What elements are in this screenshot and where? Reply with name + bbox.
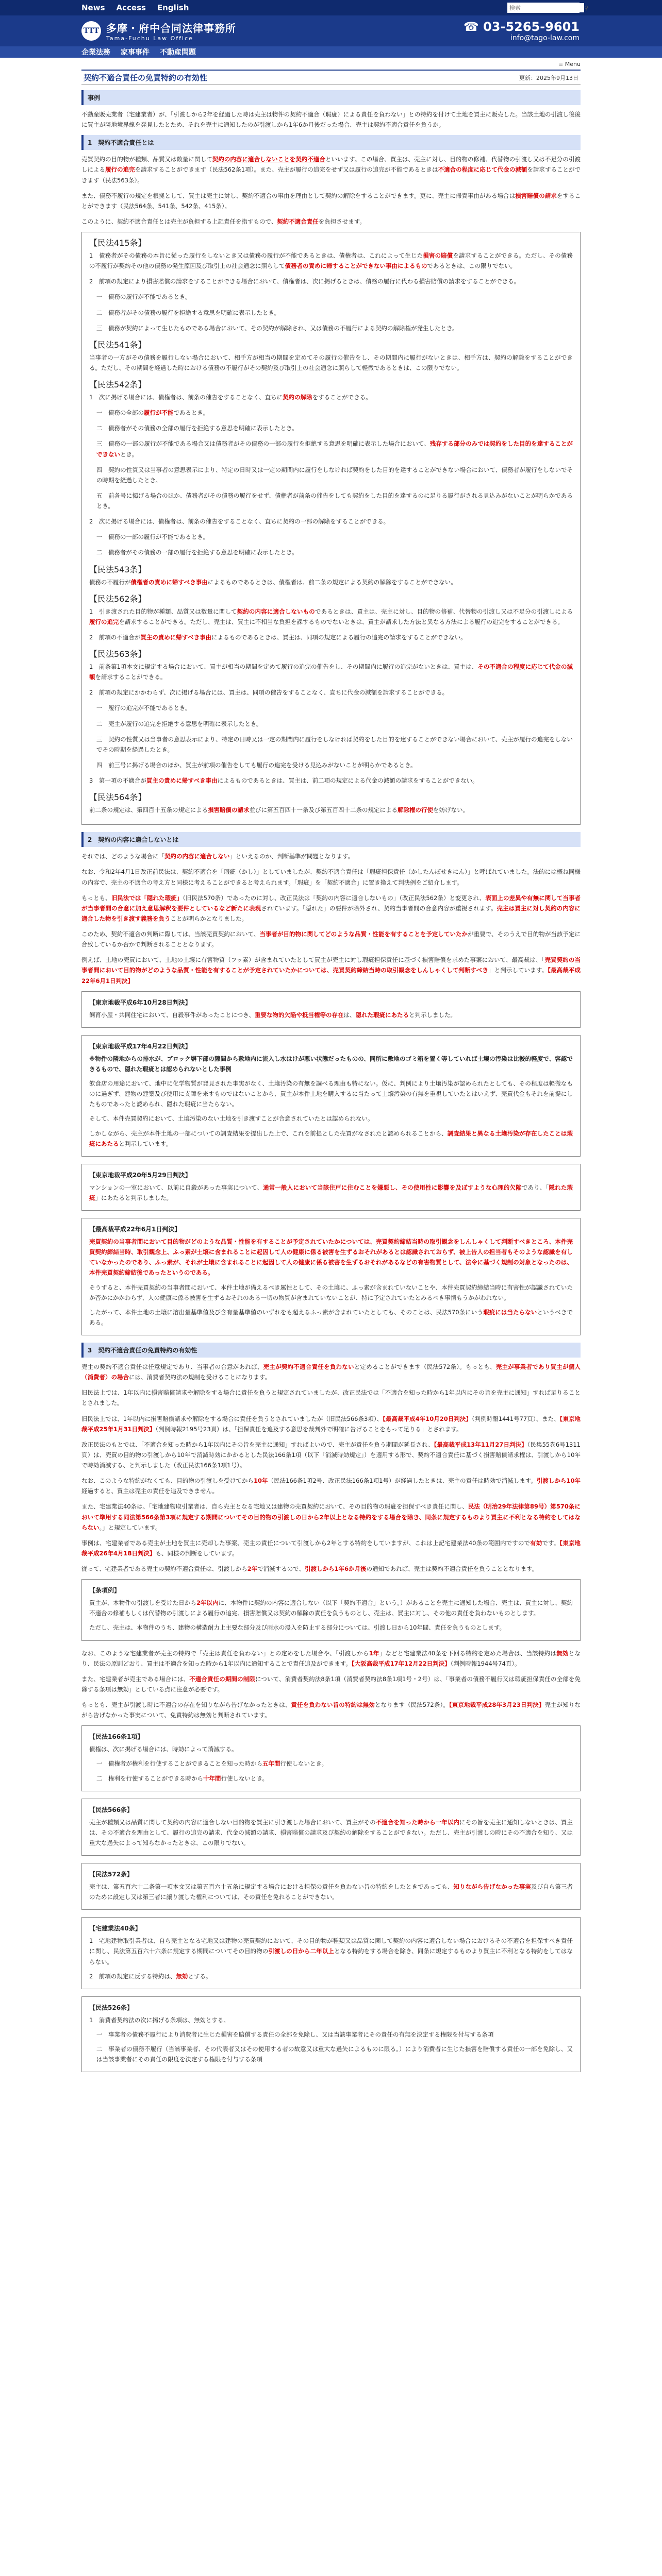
category-family[interactable]: 家事事件 <box>121 48 150 57</box>
clause-example-box: 【条項例】 買主が、本物件の引渡しを受けた日から2年以内に、本物件に契約の内容に適合しない（以下「契約不適合」という。）があることを売主に通知した場合、売主は、買主に対し、契約不適合の修補もしくは代替物の引渡しによる履行の追完、損害賠償又は契約の解除の責任を負うものとし、売主は、買主に対し、その他の責任を負わないものとします。 ただし、売主は、本物件のうち、建物の構造耐力上主要な部分及び雨水の浸入を防止する部分については、引渡し日から10年間、責任を負うものとします。 <box>81 1579 581 1640</box>
email-address[interactable]: info@tago-law.com <box>510 34 580 42</box>
statute-title: 【民法564条】 <box>89 792 146 803</box>
category-corporate[interactable]: 企業法務 <box>81 48 110 57</box>
title-bar <box>81 70 581 85</box>
top-nav <box>81 3 189 12</box>
statute-box: 【民法415条】 1 債務者がその債務の本旨に従った履行をしないとき又は債務の履行が不能であるときは、債権者は、これによって生じた損害の賠償を請求することができる。ただし、その債務の不履行が契約その他の債務の発生原因及び取引上の社会通念に照らして債務者の責めに帰することができない事由によるものであるときは、この限りでない。 2 前項の規定により損害賠償の請求をすることができる場合において、債権者は、次に掲げるときは、債務の履行に代わる損害賠償の請求をすることができる。 一 債務の履行が不能であるとき。 二 債務者がその債務の履行を拒絶する意思を明確に表示したとき。 三 債務が契約によって生じたものである場合において、その契約が解除され、又は債務の不履行による契約の解除権が発生したとき。 【民法541条】 当事者の一方がその債務を履行しない場合において、相手方が相当の期間を定めてその履行の催告をし、その期間内に履行がないときは、相手方は、契約の解除をすることができる。ただし、その期間を経過した時における債務の不履行がその契約及び取引上の社会通念に照らして軽微であるときは、この限りでない。 【民法542条】 1 次に掲げる場合には、債権者は、前条の催告をすることなく、直ちに契約の解除をすることができる。 一 債務の全部の履行が不能であるとき。 二 債務者がその債務の全部の履行を拒絶する意思を明確に表示したとき。 三 債務の一部の履行が不能である場合又は債務者がその債務の一部の履行を拒絶する意思を明確に表示した場合において、残存する部分のみでは契約をした目的を達することができないとき。 四 契約の性質又は当事者の意思表示により、特定の日時又は一定の期間内に履行をしなければ契約をした目的を達することができない場合において、債務者が履行をしないでその時期を経過したとき。 五 前各号に掲げる場合のほか、債務者がその債務の履行をせず、債権者が前条の催告をしても契約をした目的を達するのに足りる履行がされる見込みがないことが明らかであるとき。 2 次に掲げる場合には、債権者は、前条の催告をすることなく、直ちに契約の一部の解除をすることができる。 一 債務の一部の履行が不能であるとき。 二 債務者がその債務の一部の履行を拒絶する意思を明確に表示したとき。 【民法543条】 債務の不履行が債権者の責めに帰すべき事由によるものであるときは、債権者は、前二条の規定による契約の解除をすることができない。 【民法562条】 1 引き渡された目的物が種類、品質又は数量に関して契約の内容に適合しないものであるときは、買主は、売主に対し、目的物の修補、代替物の引渡し又は不足分の引渡しによる履行の追完を請求することができる。ただし、売主は、買主に不相当な負担を課するものでないときは、買主が請求した方法と異なる方法による履行の追完をすることができる。 2 前項の不適合が買主の責めに帰すべき事由によるものであるときは、買主は、同項の規定による履行の追完の請求をすることができない。 【民法563条】 1 前条第1項本文に規定する場合において、買主が相当の期間を定めて履行の追完の催告をし、その期間内に履行の追完がないときは、買主は、その不適合の程度に応じて代金の減額を請求することができる。 2 前項の規定にかかわらず、次に掲げる場合には、買主は、同項の催告をすることなく、直ちに代金の減額を請求することができる。 一 履行の追完が不能であるとき。 二 売主が履行の追完を拒絶する意思を明確に表示したとき。 三 契約の性質又は当事者の意思表示により、特定の日時又は一定の期間内に履行をしなければ契約をした目的を達することができない場合において、売主が履行の追完をしないでその時期を経過したとき。 四 前三号に掲げる場合のほか、買主が前項の催告をしても履行の追完を受ける見込みがないことが明らかであるとき。 3 第一項の不適合が買主の責めに帰すべき事由によるものであるときは、買主は、前二項の規定による代金の減額の請求をすることができない。 【民法564条】 前二条の規定は、第四百十五条の規定による損害賠償の請求並びに第五百四十一条及び第五百四十二条の規定による解除権の行使を妨げない。 <box>81 232 581 825</box>
page-title: 契約不適合責任の免責特約の有効性 <box>84 73 208 82</box>
firm-name: 多摩・府中合同法律事務所 <box>106 22 236 35</box>
statute-title: 【民法542条】 <box>89 380 146 389</box>
section-heading-2: 2 契約の内容に適合しないとは <box>81 832 581 847</box>
menu-button[interactable]: ≡ Menu <box>558 61 581 67</box>
nav-news[interactable]: News <box>81 3 105 12</box>
search-box <box>507 3 589 13</box>
logo-mark-icon: TTT <box>81 21 101 41</box>
paragraph: このように、契約不適合責任とは売主が負担する上記責任を指すもので、契約不適合責任を負担させます。 <box>81 217 366 225</box>
statute-box: 【民法526条】 1 消費者契約法の次に掲げる条項は、無効とする。 一 事業者の債務不履行により消費者に生じた損害を賠償する責任の全部を免除し、又は当該事業者にその責任の有無を決定する権限を付与する条項 二 事業者の債務不履行（当該事業者、その代表者又はその使用する者の故意又は重大な過失によるものに限る。）により消費者に生じた損害を賠償する責任の一部を免除し、又は当該事業者にその責任の限度を決定する権限を付与する条項 <box>81 1996 581 2073</box>
search-input[interactable] <box>509 3 584 12</box>
phone-number[interactable]: ☎ 03-5265-9601 <box>463 20 580 34</box>
top-bar <box>0 0 662 15</box>
section-heading-case: 事例 <box>81 90 581 105</box>
search-icon[interactable]: ⚲ <box>584 4 589 11</box>
paragraph: また、債務不履行の規定を根拠として、買主は売主に対し、契約不適合の事由を理由として契約の解除をすることができます。更に、売主に帰責事由がある場合は損害賠償の請求をすることができます（民法564条、541条、542条、415条）。 <box>81 192 581 210</box>
statute-title: 【民法563条】 <box>89 649 146 659</box>
statute-title: 【民法415条】 <box>89 238 146 248</box>
statute-title: 【民法541条】 <box>89 340 146 350</box>
firm-subname: Tama-Fuchu Law Office <box>106 35 193 42</box>
case-box: 【東京地裁平成17年4月22日判決】 ※物件の隣地からの排水が、ブロック塀下部の隙間から敷地内に流入し水はけが悪い状態だったものの、同所に敷地のゴミ箱を置く等していれば土壌の汚染は比較的軽度で、容認できるもので、隠れた瑕疵とは認められないとした事例 飲食店の用途において、地中に化学物質が発見された事実がなく、土壌汚染の有無を調べる理由も特にない。仮に、判例により土壌汚染が認められたとしても、その程度は軽微なものに過ぎず、建物の建築及び使用に支障を来すものではないことから、買主が本件土地を購入するに当たって土壌汚染の有無を重視していたとはいえず、売買代金もそれを前提にしたものであったと認められ、隠れた瑕疵に当たらない。 そして、本件売買契約において、土壌汚染のない土地を引き渡すことが合意されていたとは認められない。 しかしながら、売主が本件土地の一部についての調査結果を提出した上で、これを前提とした売買がなされたと認められることから、調査結果と異なる土壌汚染が存在したことは瑕疵にあたると判示しています。 <box>81 1035 581 1157</box>
main-content: ≡ Menu 契約不適合責任の免責特約の有効性 更新：2025年9月13日 事例 不動産販売業者（宅建業者）が、「引渡しから2年を経過した時は売主は物件の契約不適合（瑕疵）による責任を負わない」との特約を付けて土地を買主に販売した。当該土地の引渡し後後に買主が隣地境界線を発見したとため、それを売主に通知したのが引渡しから1年6か月後だった場合、売主は契約不適合責任を負うか。 1 契約不適合責任とは 売買契約の目的物が種類、品質又は数量に関して契約の内容に適合しないことを契約不適合といいます。この場合、買主は、売主に対し、目的物の修補、代替物の引渡し又は不足分の引渡しによる履行の追完を請求することができます（民法562条1項）。また、売主が履行の追完をせず又は履行の追完が不能であるときは不適合の程度に応じて代金の減額を請求することができます（民法563条）。 また、債務不履行の規定を根拠として、買主は売主に対し、契約不適合の事由を理由として契約の解除をすることができます。更に、売主に帰責事由がある場合は損害賠償の請求をすることができます（民法564条、541条、542条、415条）。 このように、契約不適合責任とは売主が負担する上記責任を指すもので、契約不適合責任を負担させます。 【民法415条】 1 債務者がその債務の本旨に従った履行をしないとき又は債務の履行が不能であるときは、債権者は、これによって生じた損害の賠償を請求することができる。ただし、その債務の不履行が契約その他の債務の発生原因及び取引上の社会通念に照らして債務者の責めに帰することができない事由によるものであるときは、この限りでない。 2 前項の規定により損害賠償の請求をすることができる場合において、債権者は、次に掲げるときは、債務の履行に代わる損害賠償の請求をすることができる。 一 債務の履行が不能であるとき。 二 債務者がその債務の履行を拒絶する意思を明確に表示したとき。 三 債務が契約によって生じたものである場合において、その契約が解除され、又は債務の不履行による契約の解除権が発生したとき。 【民法541条】 当事者の一方がその債務を履行しない場合において、相手方が相当の期間を定めてその履行の催告をし、その期間内に履行がないときは、相手方は、契約の解除をすることができる。ただし、その期間を経過した時における債務の不履行がその契約及び取引上の社会通念に照らして軽微であるときは、この限りでない。 【民法542条】 1 次に掲げる場合には、債権者は、前条の催告をすることなく、直ちに契約の解除をすることができる。 一 債務の全部の履行が不能であるとき。 二 債務者がその債務の全部の履行を拒絶する意思を明確に表示したとき。 三 債務の一部の履行が不能である場合又は債務者がその債務の一部の履行を拒絶する意思を明確に表示した場合において、残存する部分のみでは契約をした目的を達することができないとき。 四 契約の性質又は当事者の意思表示により、特定の日時又は一定の期間内に履行をしなければ契約をした目的を達することができない場合において、債務者が履行をしないでその時期を経過したとき。 五 前各号に掲げる場合のほか、債務者がその債務の履行をせず、債権者が前条の催告をしても契約をした目的を達するのに足りる履行がされる見込みがないことが明らかであるとき。 2 次に掲げる場合には、債権者は、前条の催告をすることなく、直ちに契約の一部の解除をすることができる。 一 債務の一部の履行が不能であるとき。 二 債務者がその債務の一部の履行を拒絶する意思を明確に表示したとき。 【民法543条】 債務の不履行が債権者の責めに帰すべき事由によるものであるときは、債権者は、前二条の規定による契約の解除をすることができない。 【民法562条】 1 引き渡された目的物が種類、品質又は数量に関して契約の内容に適合しないものであるときは、買主は、売主に対し、目的物の修補、代替物の引渡し又は不足分の引渡しによる履行の追完を請求することができる。ただし、売主は、買主に不相当な負担を課するものでないときは、買主が請求した方法と異なる方法による履行の追完をすることができる。 2 前項の不適合が買主の責めに帰すべき事由によるものであるときは、買主は、同項の規定による履行の追完の請求をすることができない。 【民法563条】 1 前条第1項本文に規定する場合において、買主が相当の期間を定めて履行の追完の催告をし、その期間内に履行の追完がないときは、買主は、その不適合の程度に応じて代金の減額を請求することができる。 2 前項の規定にかかわらず、次に掲げる場合には、買主は、同項の催告をすることなく、直ちに代金の減額を請求することができる。 一 履行の追完が不能であるとき。 二 売主が履行の追完を拒絶する意思を明確に表示したとき。 三 契約の性質又は当事者の意思表示により、特定の日時又は一定の期間内に履行をしなければ契約をした目的を達することができない場合において、売主が履行の追完をしないでその時期を経過したとき。 四 前三号に掲げる場合のほか、買主が前項の催告をしても履行の追完を受ける見込みがないことが明らかであるとき。 3 第一項の不適合が買主の責めに帰すべき事由によるものであるときは、買主は、前二項の規定による代金の減額の請求をすることができない。 【民法564条】 前二条の規定は、第四百十五条の規定による損害賠償の請求並びに第五百四十一条及び第五百四十二条の規定による解除権の行使を妨げない。 2 契約の内容に適合しないとは それでは、どのような場合に「契約の内容に適合しない」といえるのか、判断基準が問題となります。 なお、令和2年4月1日改正前民法は、契約不適合を「瑕疵（かし）」としていましたが、契約不適合責任は「瑕疵担保責任（かしたんぽせきにん）」と呼ばれていました。法的には概ね同様の内容で、売主の不適合の考え方と同様に考えることができると考えられます。「瑕疵」を「契約不適合」に置き換えて判決例をご紹介します。 もっとも、旧民法では「隠れた瑕疵」（旧民法570条）であったのに対し、改正民法は「契約の内容に適合しないもの」（改正民法562条）と変更され、表面上の差異や有無に関して当事者が当事者間の合意に加え意思解釈を要件としているなど新たに表現されています。「隠れた」の要件が除外され、契約当事者間の合意内容が重視されます。売主は買主に対し契約の内容に適合した物を引き渡す義務を負うことが明らかとなりました。 このため、契約不適合の判断に際しては、当該売買契約において、当事者が目的物に関してどのような品質・性能を有することを予定していたかが重要で、そのうえで目的物が当該予定に合致しているか否かで判断されることとなります。 例えば、土地の売買において、土地の土壌に有害物質（フッ素）が含まれていたとして買主が売主に対し瑕疵担保責任に基づく損害賠償を求めた事案において、最高裁は、「売買契約の当事者間において目的物がどのような品質・性能を有することが予定されていたかについては、売買契約締結当時の取引観念をしんしゃくして判断すべき」と判示しています。【最高裁平成22年6月1日判決】 【東京地裁平成6年10月28日判決】 飼育小屋・共同住宅において、自殺事件があったことにつき、重要な物的欠陥や抵当権等の存在は、隠れた瑕疵にあたると判示しました。 【東京地裁平成17年4月22日判決】 ※物件の隣地からの排水が、ブロック塀下部の隙間から敷地内に流入し水はけが悪い状態だったものの、同所に敷地のゴミ箱を置く等していれば土壌の汚染は比較的軽度で、容認できるもので、隠れた瑕疵とは認められないとした事例 飲食店の用途において、地中に化学物質が発見された事実がなく、土壌汚染の有無を調べる理由も特にない。仮に、判例により土壌汚染が認められたとしても、その程度は軽微なものに過ぎず、建物の建築及び使用に支障を来すものではないことから、買主が本件土地を購入するに当たって土壌汚染の有無を重視していたとはいえず、売買代金もそれを前提にしたものであったと認められ、隠れた瑕疵に当たらない。 そして、本件売買契約において、土壌汚染のない土地を引き渡すことが合意されていたとは認められない。 しかしながら、売主が本件土地の一部についての調査結果を提出した上で、これを前提とした売買がなされたと認められることから、調査結果と異なる土壌汚染が存在したことは瑕疵にあたると判示しています。 【東京地裁平成20年5月29日判決】 マンションの一室において、以前に自殺があった事実について、通常一般人において当該住戸に住むことを嫌悪し、その使用性に影響を及ぼすような心理的欠陥であり、「隠れた瑕疵」にあたると判示しました。 【最高裁平成22年6月1日判決】 売買契約の当事者間において目的物がどのような品質・性能を有することが予定されていたかについては、売買契約締結当時の取引観念をしんしゃくして判断すべきところ、本件売買契約締結当時、取引観念上、ふっ素が土壌に含まれることに起因して人の健康に係る被害を生ずるおそれがあるとは認識されておらず、被上告人の担当者もそのような認識を有していなかったのであり、ふっ素が、それが土壌に含まれることに起因して人の健康に係る被害を生ずるおそれがあるなどの有害物質として、法令に基づく規制の対象となったのは、本件売買契約締結後であったというのである。 そうすると、本件売買契約の当事者間において、本件土地が備えるべき属性として、その土壌に、ふっ素が含まれていないことや、本件売買契約締結当時に有害性が認識されていたか否かにかかわらず、人の健康に係る被害を生ずるおそれのある一切の物質が含まれていないことが、特に予定されていたとみるべき事情もうかがわれない。 したがって、本件土地の土壌に溶出量基準値及び含有量基準値のいずれをも超えるふっ素が含まれていたとしても、そのことは、民法570条にいう瑕疵には当たらないというべきである。 3 契約不適合責任の免責特約の有効性 売主の契約不適合責任は任意規定であり、当事者の合意があれば、売主が契約不適合責任を負わないと定めることができます（民法572条）。もっとも、売主が事業者であり買主が個人（消費者）の場合には、消費者契約法の規制を受けることになります。 旧民法上では、1年以内に損害賠償請求や解除をする場合に責任を負うと規定されていましたが、改正民法では「不適合を知った時から1年以内にその旨を売主に通知」すれば足りることとされました。 旧民法上では、1年以内に損害賠償請求や解除をする場合に責任を負うとされていましたが（旧民法566条3項）、【最高裁平成4年10月20日判決】（判例時報1441号77頁）、また、【東京地裁平成25年1月31日判決】（判例時報2195号23頁）は、「担保責任を追及する意思を裁判外で明確に告げることをもって足りる」とされます。 改正民法のもとでは、「不適合を知った時から1年以内にその旨を売主に通知」すればよいので、売主が責任を負う期間が延長され、【最高裁平成13年11月27日判決】（民集55巻6号1311頁）は、売買の目的物の引渡しから10年で消滅時効にかかるとした民法166条1項（以下「消滅時効規定」）を適用する形で、契約不適合責任に基づく損害賠償請求権は、引渡しから10年で時効消滅する、と判示しました（改正民法166条1項1号）。 なお、このような特約がなくても、目的物の引渡しを受けてから10年（民法166条1項2号、改正民法166条1項1号）が経過したときは、売主の責任は時効で消滅します。引渡しから10年経過すると、買主は売主の責任を追及できません。 また、宅建業法40条は、「宅地建物取引業者は、自ら売主となる宅地又は建物の売買契約において、その目的物の瑕疵を担保すべき責任に関し、民法（明治29年法律第89号）第570条において準用する同法第566条第3項に規定する期間についてその目的物の引渡しの日から2年以上となる特約をする場合を除き、同条に規定するものより買主に不利となる特約をしてはならない。」と規定しています。 事例は、宅建業者である売主が土地を買主に売却した事案、売主の責任について引渡しから2年とする特約をしていますが、これは上記宅建業法40条の範囲内ですので有効です。【東京地裁平成26年4月18日判決】も、同様の判断をしています。 従って、宅建業者である売主の契約不適合責任は、引渡しから2年で消滅するので、引渡しから1年6か月後の通知であれば、売主は契約不適合責任を負うこととなります。 【条項例】 買主が、本物件の引渡しを受けた日から2年以内に、本物件に契約の内容に適合しない（以下「契約不適合」という。）があることを売主に通知した場合、売主は、買主に対し、契約不適合の修補もしくは代替物の引渡しによる履行の追完、損害賠償又は契約の解除の責任を負うものとし、売主は、買主に対し、その他の責任を負わないものとします。 ただし、売主は、本物件のうち、建物の構造耐力上主要な部分及び雨水の浸入を防止する部分については、引渡し日から10年間、責任を負うものとします。 なお、このような宅建業者が売主の特約で「売主は責任を負わない」との定めをした場合や、「引渡しから1年」などと宅建業法40条を下回る特約を定めた場合は、当該特約は無効となり、民法の原則どおり、買主は不適合を知った時から1年以内に通知することで責任追及ができます。【大阪高裁平成17年12月22日判決】（判例時報1944号74頁）。 また、宅建業者が売主である場合には、不適合責任の期間の制限について、消費者契約法8条1項（消費者契約法8条1項1号・2号）は、「事業者の債務不履行又は瑕疵担保責任の全部を免除する条項は無効」としている点に注意が必要です。 もっとも、売主が引渡し時に不適合の存在を知りながら告げなかったときは、責任を負わない旨の特約は無効となります（民法572条）。【東京地裁平成28年3月23日判決】売主が知りながら告げなかった事実について、免責特約は無効と判断されています。 【民法166条1項】 債権は、次に掲げる場合には、時効によって消滅する。 一 債権者が権利を行使することができることを知った時から五年間行使しないとき。 二 権利を行使することができる時から十年間行使しないとき。 【民法566条】 売主が種類又は品質に関して契約の内容に適合しない目的物を買主に引き渡した場合において、買主がその不適合を知った時から一年以内にその旨を売主に通知しないときは、買主は、その不適合を理由として、履行の追完の請求、代金の減額の請求、損害賠償の請求及び契約の解除をすることができない。ただし、売主が引渡しの時にその不適合を知り、又は重大な過失によって知らなかったときは、この限りでない。 【民法572条】 売主は、第五百六十二条第一項本文又は第五百六十五条に規定する場合における担保の責任を負わない旨の特約をしたときであっても、知りながら告げなかった事実及び自ら第三者のために設定し又は第三者に譲り渡した権利については、その責任を免れることができない。 【宅建業法40条】 1 宅地建物取引業者は、自ら売主となる宅地又は建物の売買契約において、その目的物が種類又は品質に関して契約の内容に適合しない場合におけるその不適合を担保すべき責任に関し、民法第五百六十六条に規定する期間についてその目的物の引渡しの日から二年以上となる特約をする場合を除き、同条に規定するものより買主に不利となる特約をしてはならない。 2 前項の規定に反する特約は、無効とする。 【民法526条】 1 消費者契約法の次に掲げる条項は、無効とする。 一 事業者の債務不履行により消費者に生じた損害を賠償する責任の全部を免除し、又は当該事業者にその責任の有無を決定する権限を付与する条項 二 事業者の債務不履行（当該事業者、その代表者又はその使用する者の故意又は重大な過失によるものに限る。）により消費者に生じた損害を賠償する責任の一部を免除し、又は当該事業者にその責任の限度を決定する権限を付与する条項 <box>81 58 581 2072</box>
nav-access[interactable]: Access <box>116 3 146 12</box>
nav-english[interactable]: English <box>157 3 189 12</box>
statute-box: 【宅建業法40条】 1 宅地建物取引業者は、自ら売主となる宅地又は建物の売買契約において、その目的物が種類又は品質に関して契約の内容に適合しない場合におけるその不適合を担保すべき責任に関し、民法第五百六十六条に規定する期間についてその目的物の引渡しの日から二年以上となる特約をする場合を除き、同条に規定するものより買主に不利となる特約をしてはならない。 2 前項の規定に反する特約は、無効とする。 <box>81 1917 581 1989</box>
case-box: 【東京地裁平成20年5月29日判決】 マンションの一室において、以前に自殺があった事実について、通常一般人において当該住戸に住むことを嫌悪し、その使用性に影響を及ぼすような心理的欠陥であり、「隠れた瑕疵」にあたると判示しました。 <box>81 1164 581 1211</box>
logo[interactable] <box>81 20 236 42</box>
statute-box: 【民法166条1項】 債権は、次に掲げる場合には、時効によって消滅する。 一 債権者が権利を行使することができることを知った時から五年間行使しないとき。 二 権利を行使することができる時から十年間行使しないとき。 <box>81 1725 581 1791</box>
case-box: 【東京地裁平成6年10月28日判決】 飼育小屋・共同住宅において、自殺事件があったことにつき、重要な物的欠陥や抵当権等の存在は、隠れた瑕疵にあたると判示しました。 <box>81 991 581 1028</box>
statute-box: 【民法566条】 売主が種類又は品質に関して契約の内容に適合しない目的物を買主に引き渡した場合において、買主がその不適合を知った時から一年以内にその旨を売主に通知しないときは、買主は、その不適合を理由として、履行の追完の請求、代金の減額の請求、損害賠償の請求及び契約の解除をすることができない。ただし、売主が引渡しの時にその不適合を知り、又は重大な過失によって知らなかったときは、この限りでない。 <box>81 1799 581 1856</box>
category-real-estate[interactable]: 不動産問題 <box>160 48 196 57</box>
section-heading-3: 3 契約不適合責任の免責特約の有効性 <box>81 1343 581 1358</box>
site-header <box>0 15 662 46</box>
category-nav <box>0 46 662 58</box>
statute-title: 【民法543条】 <box>89 564 146 574</box>
statute-box: 【民法572条】 売主は、第五百六十二条第一項本文又は第五百六十五条に規定する場合における担保の責任を負わない旨の特約をしたときであっても、知りながら告げなかった事実及び自ら第三者のために設定し又は第三者に譲り渡した権利については、その責任を免れることができない。 <box>81 1863 581 1910</box>
contact-info <box>464 20 580 42</box>
section-heading-1: 1 契約不適合責任とは <box>81 135 581 150</box>
paragraph: 売買契約の目的物が種類、品質又は数量に関して契約の内容に適合しないことを契約不適合といいます。この場合、買主は、売主に対し、目的物の修補、代替物の引渡し又は不足分の引渡しによる履行の追完を請求することができます（民法562条1項）。また、売主が履行の追完をせず又は履行の追完が不能であるときは不適合の程度に応じて代金の減額を請求することができます（民法563条）。 <box>81 156 581 184</box>
statute-title: 【民法562条】 <box>89 594 146 604</box>
case-box: 【最高裁平成22年6月1日判決】 売買契約の当事者間において目的物がどのような品質・性能を有することが予定されていたかについては、売買契約締結当時の取引観念をしんしゃくして判断すべきところ、本件売買契約締結当時、取引観念上、ふっ素が土壌に含まれることに起因して人の健康に係る被害を生ずるおそれがあるとは認識されておらず、被上告人の担当者もそのような認識を有していなかったのであり、ふっ素が、それが土壌に含まれることに起因して人の健康に係る被害を生ずるおそれがあるなどの有害物質として、法令に基づく規制の対象となったのは、本件売買契約締結後であったというのである。 そうすると、本件売買契約の当事者間において、本件土地が備えるべき属性として、その土壌に、ふっ素が含まれていないことや、本件売買契約締結当時に有害性が認識されていたか否かにかかわらず、人の健康に係る被害を生ずるおそれのある一切の物質が含まれていないことが、特に予定されていたとみるべき事情もうかがわれない。 したがって、本件土地の土壌に溶出量基準値及び含有量基準値のいずれをも超えるふっ素が含まれていたとしても、そのことは、民法570条にいう瑕疵には当たらないというべきである。 <box>81 1218 581 1335</box>
updated-date: 更新：2025年9月13日 <box>519 74 578 81</box>
case-text: 不動産販売業者（宅建業者）が、「引渡しから2年を経過した時は売主は物件の契約不適合（瑕疵）による責任を負わない」との特約を付けて土地を買主に販売した。当該土地の引渡し後後に買主が隣地境界線を発見したとため、それを売主に通知したのが引渡しから1年6か月後だった場合、売主は契約不適合責任を負うか。 <box>81 111 581 129</box>
